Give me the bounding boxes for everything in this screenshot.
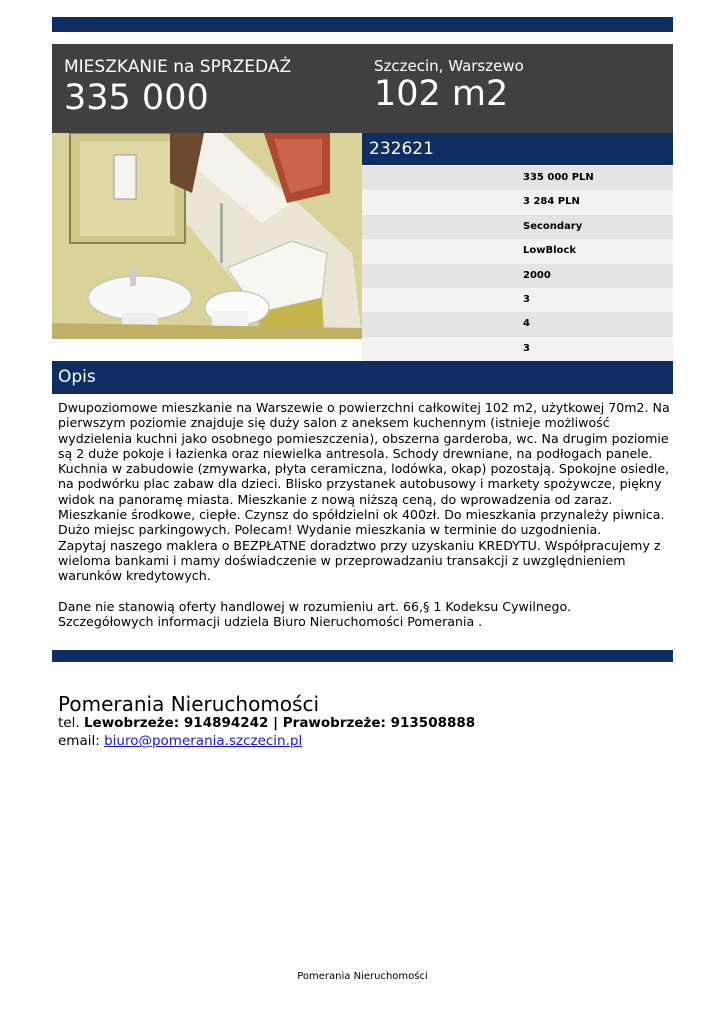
listing-header <box>52 44 673 133</box>
email-link[interactable]: biuro@pomerania.szczecin.pl <box>104 733 303 749</box>
description-paragraph: Zapytaj naszego maklera o BEZPŁATNE doradztwo przy uzyskaniu KREDYTU. Współpracujemy z wieloma bankami i mamy doświadczenie w przeprowadzaniu transakcji z uwzględnieniem warunków kredytowych. <box>58 537 661 584</box>
listing-price: 335 000 <box>64 78 209 118</box>
tel-label: tel. <box>58 715 80 731</box>
description-heading: Opis <box>52 361 673 394</box>
detail-row: 3 <box>362 337 673 361</box>
bottom-accent-bar <box>52 650 673 662</box>
property-photo <box>52 133 362 339</box>
description-paragraph: Dwupoziomowe mieszkanie na Warszewie o powierzchni całkowitej 102 m2, użytkowej 70m2. Na pierwszym poziomie znajduje się duży salon z aneksem kuchennym (istnieje możliwość wydzielenia kuchni jako osobnego pomieszczenia), obszerna garderoba, wc. Na drugim poziomie są 2 duże pokoje i łazienka oraz niewielka antresola. Schody drewniane, na podłogach panele. Kuchnia w zabudowie (zmywarka, płyta ceramiczna, lodówka, okap) pozostają. Spokojne osiedle, na podwórku plac zabaw dla dzieci. Blisko przystanek autobusowy i markety spożywcze, piękny widok na panoramę miasta. Mieszkanie z nową niższą ceną, do wprowadzenia od zaraz. Mieszkanie środkowe, ciepłe. Czynsz do spółdzielni ok 400zł. Do mieszkania przynależy piwnica. Dużo miejsc parkingowych. Polecam! Wydanie mieszkania w terminie do uzgodnienia. <box>58 400 670 538</box>
top-accent-bar <box>52 17 673 32</box>
detail-row: Secondary <box>362 215 673 239</box>
detail-row: 2000 <box>362 264 673 288</box>
detail-row: 3 284 PLN <box>362 190 673 214</box>
email-label: email: <box>58 733 100 749</box>
details-table <box>362 166 673 361</box>
listing-id: 232621 <box>362 133 673 165</box>
listing-type: MIESZKANIE na SPRZEDAŻ <box>64 57 292 77</box>
detail-row: 3 <box>362 288 673 312</box>
phone-line <box>58 715 475 731</box>
phone-numbers: Lewobrzeże: 914894242 | Prawobrzeże: 913508888 <box>83 715 476 731</box>
email-line <box>58 733 302 749</box>
disclaimer: Dane nie stanowią oferty handlowej w rozumieniu art. 66,§ 1 Kodeksu Cywilnego. Szczegółowych informacji udziela Biuro Nieruchomości Pomerania . <box>58 598 572 630</box>
detail-row: LowBlock <box>362 239 673 263</box>
description-text <box>58 400 670 629</box>
listing-area: 102 m2 <box>374 74 509 114</box>
footer-text: Pomerania Nieruchomości <box>297 971 428 982</box>
listing-location: Szczecin, Warszewo <box>374 57 524 75</box>
company-name: Pomerania Nieruchomości <box>58 692 320 716</box>
detail-row: 335 000 PLN <box>362 166 673 190</box>
detail-row: 4 <box>362 312 673 336</box>
